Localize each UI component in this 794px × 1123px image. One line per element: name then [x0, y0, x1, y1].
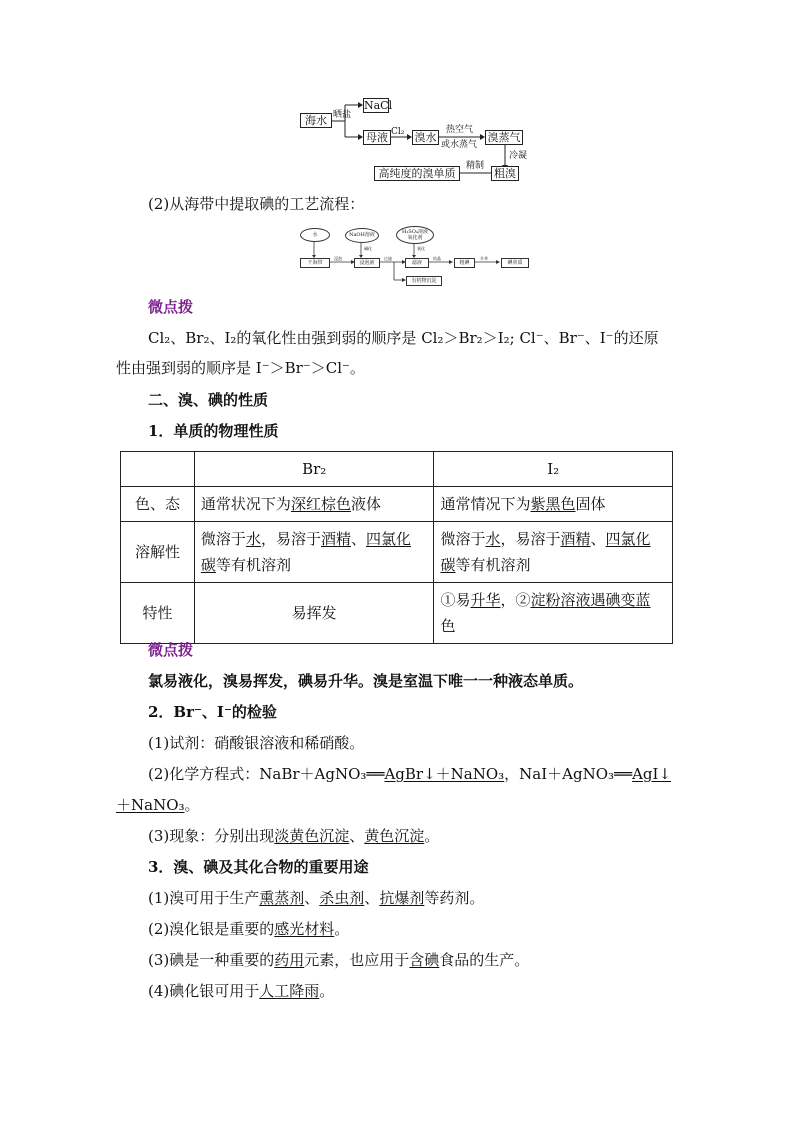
answer: 酒精	[320, 530, 351, 548]
use1-line	[148, 888, 484, 908]
table-row	[121, 487, 673, 522]
i2-feature-cell	[434, 583, 673, 644]
row-label-feature: 特性	[121, 583, 195, 644]
hot-air-label: 热空气	[446, 125, 474, 135]
use2-line	[148, 919, 349, 939]
sublime-label: 升华	[480, 256, 488, 261]
water-ellipse: 水	[300, 228, 330, 242]
bromine-vapor-box: 溴蒸气	[485, 130, 523, 145]
answer: 蓝	[635, 591, 651, 609]
organic-precip-box: 有机物沉淀	[406, 276, 442, 286]
text: (1)溴可用于生产	[148, 889, 260, 907]
crude-bromine-box: 粗溴	[491, 166, 519, 181]
text: 等药剂。	[424, 889, 485, 907]
text: 微溶于	[440, 530, 486, 548]
row-label-color: 色、态	[121, 487, 195, 522]
answer: 含碘	[409, 951, 440, 969]
text: (2)溴化银是重要的	[148, 920, 275, 938]
table-row	[121, 522, 673, 583]
br2-feature-cell: 易挥发	[194, 583, 434, 644]
text: 微溶于	[200, 530, 246, 548]
br2-solubility-cell	[194, 522, 434, 583]
answer: AgBr↓＋NaNO₃	[384, 765, 505, 783]
text: 通常状况下为	[200, 495, 291, 513]
i2-color-cell	[434, 487, 673, 522]
text: 等有机溶剂	[215, 556, 291, 574]
mother-liquor-box: 母液	[363, 130, 391, 145]
answer: 紫黑色	[530, 495, 576, 513]
nacl-box: NaCl	[364, 99, 393, 112]
answer: 碳	[440, 556, 456, 574]
soak-liquid-box: 浸泡液	[354, 258, 380, 268]
answer: 杀虫剂	[319, 889, 365, 907]
answer: 四氯化	[366, 530, 412, 548]
pure-bromine-box: 高纯度的溴单质	[374, 166, 460, 181]
cl2-label: Cl₂	[391, 127, 405, 137]
answer: AgI↓	[632, 765, 672, 783]
sub2-heading: 2．Br⁻、I⁻的检验	[148, 703, 277, 721]
oxidize-label: 氧化	[417, 246, 425, 251]
answer: 黄色沉淀	[364, 827, 425, 845]
text: 。	[424, 827, 440, 845]
condense-label: 冷凝	[509, 151, 528, 161]
filtrate-box: 滤液	[405, 258, 429, 268]
answer: 水	[245, 530, 261, 548]
text: 食品的生产。	[439, 951, 530, 969]
text: ①易	[440, 591, 471, 609]
text: 固体	[575, 495, 606, 513]
row-label-solubility: 溶解性	[121, 522, 195, 583]
kelp-box: 干海带	[300, 258, 330, 268]
answer: ＋NaNO₃	[116, 796, 185, 814]
text: (2)化学方程式：NaBr＋AgNO₃══	[148, 765, 385, 783]
text: ，易溶于	[260, 530, 321, 548]
tip1-title: 微点拨	[148, 298, 194, 316]
properties-table	[120, 451, 673, 644]
sub3-heading: 3．溴、碘及其化合物的重要用途	[148, 858, 369, 876]
h2so4-ellipse	[396, 226, 434, 244]
text: 、	[350, 530, 366, 548]
tip1-line1: Cl₂、Br₂、I₂的氧化性由强到弱的顺序是 Cl₂＞Br₂＞I₂; Cl⁻、Br⁻、I⁻的还原	[148, 329, 659, 347]
iodine-flow-arrows	[0, 0, 794, 300]
answer: 四氯化	[605, 530, 651, 548]
phenomenon-line	[148, 826, 439, 846]
bromine-water-box: 溴水	[412, 130, 439, 145]
reagent-line: (1)试剂：硝酸银溶液和稀硝酸。	[148, 734, 365, 752]
text: ，NaI＋AgNO₃══	[504, 765, 633, 783]
h2so4-line2: 氧化剂	[407, 235, 423, 241]
sun-dry-label: 晒盐	[333, 110, 352, 120]
text: 色	[440, 617, 456, 635]
crystallize-label: 结晶	[433, 256, 441, 261]
answer: 水	[485, 530, 501, 548]
table-header-row	[121, 452, 673, 487]
use4-line	[148, 981, 334, 1001]
text: 等有机溶剂	[455, 556, 531, 574]
or-steam-label: 或水蒸气	[441, 140, 478, 150]
table-corner	[121, 452, 195, 487]
text: 、	[304, 889, 320, 907]
i2-solubility-cell	[434, 522, 673, 583]
soak-label: 浸泡	[334, 256, 342, 261]
answer: 升华	[470, 591, 501, 609]
text: 、	[349, 827, 365, 845]
text: 、	[364, 889, 380, 907]
text: 液体	[350, 495, 381, 513]
text: (4)碘化银可用于	[148, 982, 260, 1000]
answer: 淡黄色沉淀	[274, 827, 350, 845]
filter-label-1: 过滤	[384, 256, 392, 261]
answer: 酒精	[560, 530, 591, 548]
text: 。	[334, 920, 350, 938]
equation-line-2	[116, 795, 200, 815]
text: 通常情况下为	[440, 495, 531, 513]
answer: 淀粉溶液遇碘变	[530, 591, 636, 609]
answer: 熏蒸剂	[259, 889, 305, 907]
br2-color-cell	[194, 487, 434, 522]
answer: 深红棕色	[290, 495, 351, 513]
tip1-line2: 性由强到弱的顺序是 I⁻＞Br⁻＞Cl⁻。	[116, 359, 365, 377]
text: (3)碘是一种重要的	[148, 951, 275, 969]
h2so4-line1: H₂SO₄溶液	[402, 229, 428, 235]
text: ，易溶于	[500, 530, 561, 548]
text: 。	[184, 796, 200, 814]
answer: 感光材料	[274, 920, 335, 938]
col-br2: Br₂	[194, 452, 434, 487]
col-i2: I₂	[434, 452, 673, 487]
text: 元素，也应用于	[304, 951, 410, 969]
equation-line	[148, 764, 671, 784]
text: 、	[590, 530, 606, 548]
section2-heading: 二、溴、碘的性质	[148, 391, 269, 409]
answer: 药用	[274, 951, 305, 969]
tip2-text: 氯易液化，溴易挥发，碘易升华。溴是室温下唯一一种液态单质。	[148, 672, 584, 690]
sub1-heading: 1．单质的物理性质	[148, 422, 279, 440]
answer: 碳	[200, 556, 216, 574]
seawater-box: 海水	[300, 113, 332, 128]
tip2-title: 微点拨	[148, 641, 194, 659]
text: 。	[319, 982, 335, 1000]
answer: 人工降雨	[259, 982, 320, 1000]
alkali-label: 碱化	[364, 246, 372, 251]
iodine-flow-heading: (2)从海带中提取碘的工艺流程：	[148, 195, 365, 213]
naoh-ellipse: NaOH溶液	[345, 228, 379, 243]
use3-line	[148, 950, 529, 970]
refine-label: 精制	[466, 161, 485, 171]
pure-iodine-box: 碘单质	[501, 258, 529, 268]
text: ，②	[500, 591, 531, 609]
text: (3)现象：分别出现	[148, 827, 275, 845]
answer: 抗爆剂	[379, 889, 425, 907]
table-row	[121, 583, 673, 644]
crude-iodine-box: 粗碘	[454, 258, 475, 268]
